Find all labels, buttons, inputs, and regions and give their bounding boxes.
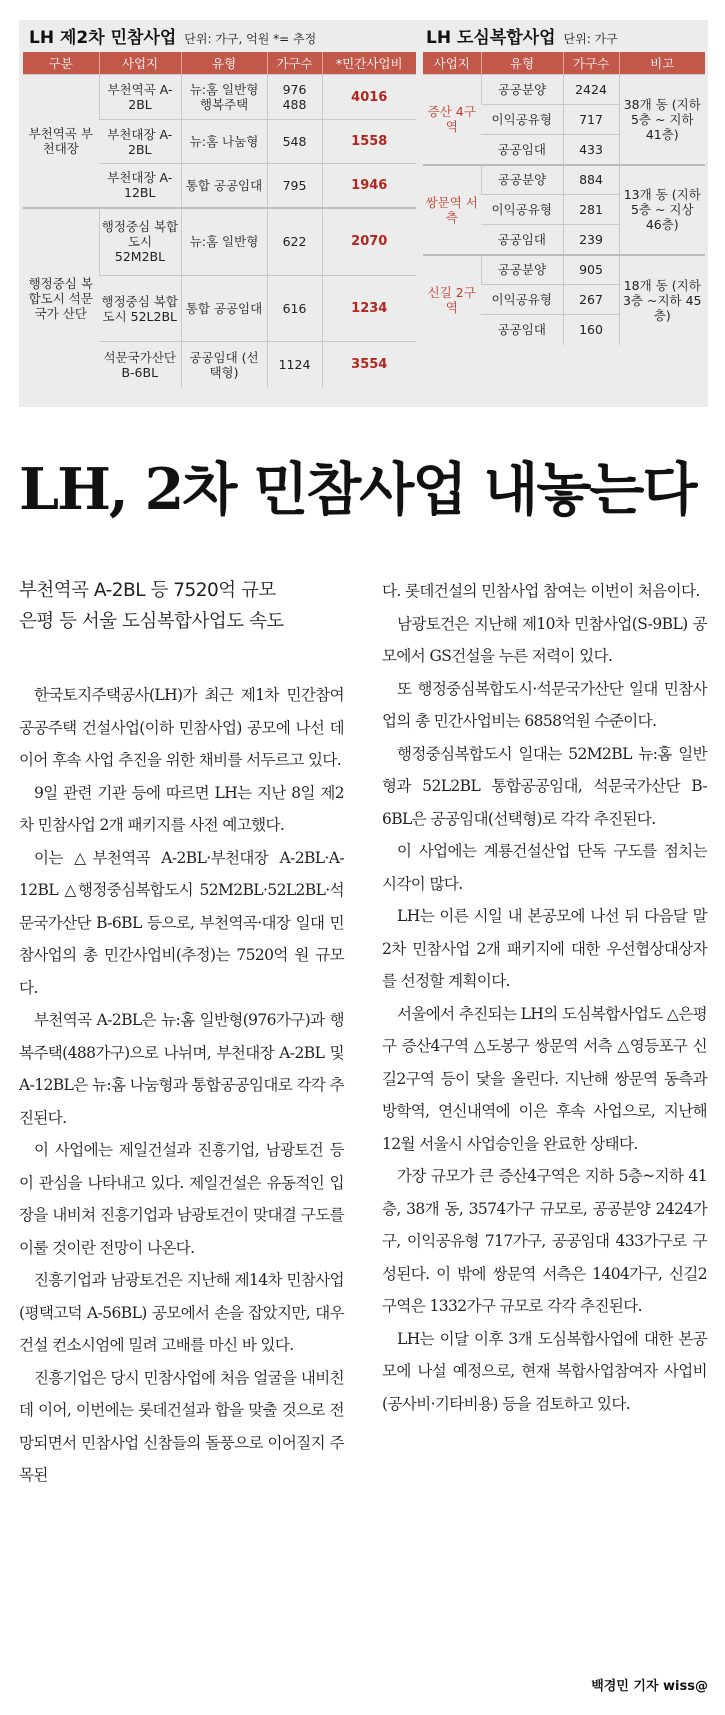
paragraph: 서울에서 추진되는 LH의 도심복합사업도 △은평구 증산4구역 △도봉구 쌍문역 서측 △영등포구 신길2구역 등이 닻을 올린다. 지난해 쌍문역 동측과 방학역, 연신내역에 이은 후속 사업으로, 지난해 12월 서울시 사업승인을 완료한 상태다. — [382, 1004, 707, 1153]
table2-site: 신길 2구역 — [423, 255, 481, 345]
table1-cost: 2070 — [322, 208, 416, 276]
table-row — [423, 75, 705, 105]
table2-type: 이익공유형 — [481, 105, 563, 135]
paragraph: 남광토건은 지난해 제10차 민참사업(S-9BL) 공모에서 GS건설을 누른 저력이 있다. — [382, 614, 707, 665]
table1-site: 부천대장 A-12BL — [99, 164, 181, 208]
table2-units: 884 — [563, 165, 619, 195]
table1-units: 616 — [267, 276, 322, 342]
table2-units: 267 — [563, 285, 619, 315]
table1-cost: 3554 — [322, 342, 416, 388]
paragraph: 진흥기업과 남광토건은 지난해 제14차 민참사업(평택고덕 A-56BL) 공모에서 손을 잡았지만, 대우건설 컨소시엄에 밀려 고배를 마신 바 있다. — [19, 1271, 344, 1354]
table2-type: 공공임대 — [481, 225, 563, 255]
table1-site: 부천역곡 A-2BL — [99, 75, 181, 120]
paragraph: LH는 이달 이후 3개 도심복합사업에 대한 본공모에 나설 예정으로, 현재 복합사업참여자 사업비(공사비·기타비용) 등을 검토하고 있다. — [382, 1329, 707, 1413]
table1-type: 뉴:홈 일반형 행복주택 — [181, 75, 267, 120]
table1-site: 행정중심 복합도시 52M2BL — [99, 208, 181, 276]
table2-header-row — [423, 52, 705, 75]
table2-type: 공공분양 — [481, 165, 563, 195]
table2-note: 13개 동 (지하 5층 ~ 지상 46층) — [619, 165, 705, 255]
table2-type: 이익공유형 — [481, 285, 563, 315]
table2-units: 717 — [563, 105, 619, 135]
subhead — [19, 575, 344, 637]
table1-type: 공공임대 (선택형) — [181, 342, 267, 388]
table-row — [423, 165, 705, 195]
table1-header: 가구수 — [267, 52, 322, 75]
paragraph: 한국토지주택공사(LH)가 최근 제1차 민간참여 공공주택 건설사업(이하 민참사업) 공모에 나선 데 이어 후속 사업 추진을 위한 채비를 서두르고 있다. — [19, 686, 344, 769]
table2-header: 비고 — [619, 52, 705, 75]
table2-units: 905 — [563, 255, 619, 285]
table2-header: 유형 — [481, 52, 563, 75]
tables-panel — [19, 20, 708, 407]
table1-type: 통합 공공임대 — [181, 276, 267, 342]
table1-type: 통합 공공임대 — [181, 164, 267, 208]
table2-header: 가구수 — [563, 52, 619, 75]
article-right-column — [382, 575, 707, 1420]
table-row — [423, 255, 705, 285]
table2-type: 공공분양 — [481, 75, 563, 105]
table1-units: 548 — [267, 120, 322, 164]
table1-site: 석문국가산단 B-6BL — [99, 342, 181, 388]
article-left-column — [19, 575, 344, 1492]
table1-type: 뉴:홈 나눔형 — [181, 120, 267, 164]
table1-unit: 단위: 가구, 억원 *= 추정 — [184, 32, 317, 46]
table-row — [23, 75, 416, 120]
table2-site: 증산 4구역 — [423, 75, 481, 165]
table2-title-text: LH 도심복합사업 — [426, 28, 556, 48]
table1-units: 795 — [267, 164, 322, 208]
table1-title — [29, 26, 316, 50]
table2 — [423, 52, 705, 345]
table2-site: 쌍문역 서측 — [423, 165, 481, 255]
table-row — [23, 208, 416, 276]
table1-header: 유형 — [181, 52, 267, 75]
table2-note: 38개 동 (지하 5층 ~ 지하 41층) — [619, 75, 705, 165]
table1-cost: 1558 — [322, 120, 416, 164]
table1-header-row — [23, 52, 416, 75]
table1-title-text: LH 제2차 민참사업 — [29, 28, 177, 48]
table2-unit: 단위: 가구 — [563, 32, 618, 46]
paragraph: 부천역곡 A-2BL은 뉴:홈 일반형(976가구)과 행복주택(488가구)으로 나뉘며, 부천대장 A-2BL 및 A-12BL은 뉴:홈 나눔형과 통합공공임대로 각각 추진된다. — [19, 1011, 344, 1127]
table1-group-name: 행정중심 복합도시 석문국가 산단 — [23, 208, 99, 388]
table1-cost: 4016 — [322, 75, 416, 120]
table1-type: 뉴:홈 일반형 — [181, 208, 267, 276]
subhead-line: 은평 등 서울 도심복합사업도 속도 — [19, 611, 284, 632]
table2-note: 18개 동 (지하 3층 ~지하 45층) — [619, 255, 705, 345]
table1-header: *민간사업비 — [322, 52, 416, 75]
table2-type: 이익공유형 — [481, 195, 563, 225]
paragraph: 진흥기업은 당시 민참사업에 처음 얼굴을 내비친 데 이어, 이번에는 롯데건설과 합을 맞출 것으로 전망되면서 민참사업 신참들의 돌풍으로 이어질지 주목된 — [19, 1368, 344, 1484]
paragraph: 가장 규모가 큰 증산4구역은 지하 5층~지하 41층, 38개 동, 3574가구 규모로, 공공분양 2424가구, 이익공유형 717가구, 공공임대 433가구로 구성된다. 이 밖에 쌍문역 서측은 1404가구, 신길2구역은 1332가구 규모로 각각 추진된다. — [382, 1167, 707, 1315]
paragraph: LH는 이른 시일 내 본공모에 나선 뒤 다음달 말 2차 민참사업 2개 패키지에 대한 우선협상대상자를 선정할 계획이다. — [382, 907, 707, 990]
table1-units: 976 488 — [267, 75, 322, 120]
table2-units: 433 — [563, 135, 619, 165]
paragraph: 이 사업에는 계룡건설산업 단독 구도를 점치는 시각이 많다. — [382, 842, 707, 893]
headline: LH, 2차 민참사업 내놓는다 — [19, 456, 696, 523]
byline: 백경민 기자 wiss@ — [591, 1679, 708, 1694]
paragraph: 이 사업에는 제일건설과 진흥기업, 남광토건 등이 관심을 나타내고 있다. 제일건설은 유동적인 입장을 내비쳐 진흥기업과 남광토건이 맞대결 구도를 이룰 것이란 전망이 나온다. — [19, 1141, 344, 1257]
paragraph: 또 행정중심복합도시·석문국가산단 일대 민참사업의 총 민간사업비는 6858억원 수준이다. — [382, 679, 707, 730]
table1-site: 부천대장 A-2BL — [99, 120, 181, 164]
table2-type: 공공임대 — [481, 135, 563, 165]
table1 — [23, 52, 416, 388]
table1-cost: 1234 — [322, 276, 416, 342]
paragraph: 이는 △부천역곡 A-2BL·부천대장 A-2BL·A-12BL △행정중심복합도시 52M2BL·52L2BL·석문국가산단 B-6BL 등으로, 부천역곡·대장 일대 민참사업의 총 민간사업비(추정)는 7520억 원 규모다. — [19, 848, 344, 997]
table2-units: 239 — [563, 225, 619, 255]
table2-title — [426, 26, 618, 50]
table1-header: 구분 — [23, 52, 99, 75]
table2-type: 공공분양 — [481, 255, 563, 285]
table1-group-name: 부천역곡 부천대장 — [23, 75, 99, 208]
table2-units: 2424 — [563, 75, 619, 105]
table1-site: 행정중심 복합도시 52L2BL — [99, 276, 181, 342]
table1-header: 사업지 — [99, 52, 181, 75]
table1-units: 1124 — [267, 342, 322, 388]
paragraph: 행정중심복합도시 일대는 52M2BL 뉴:홈 일반형과 52L2BL 통합공공임대, 석문국가산단 B-6BL은 공공임대(선택형)로 각각 추진된다. — [382, 744, 707, 828]
subhead-line: 부천역곡 A-2BL 등 7520억 규모 — [19, 580, 276, 601]
paragraph: 9일 관련 기관 등에 따르면 LH는 지난 8일 제2차 민참사업 2개 패키지를 사전 예고했다. — [19, 783, 344, 834]
table2-header: 사업지 — [423, 52, 481, 75]
paragraph: 다. 롯데건설의 민참사업 참여는 이번이 처음이다. — [382, 582, 700, 600]
table1-units: 622 — [267, 208, 322, 276]
table2-units: 281 — [563, 195, 619, 225]
table1-cost: 1946 — [322, 164, 416, 208]
table2-units: 160 — [563, 315, 619, 345]
table2-type: 공공임대 — [481, 315, 563, 345]
